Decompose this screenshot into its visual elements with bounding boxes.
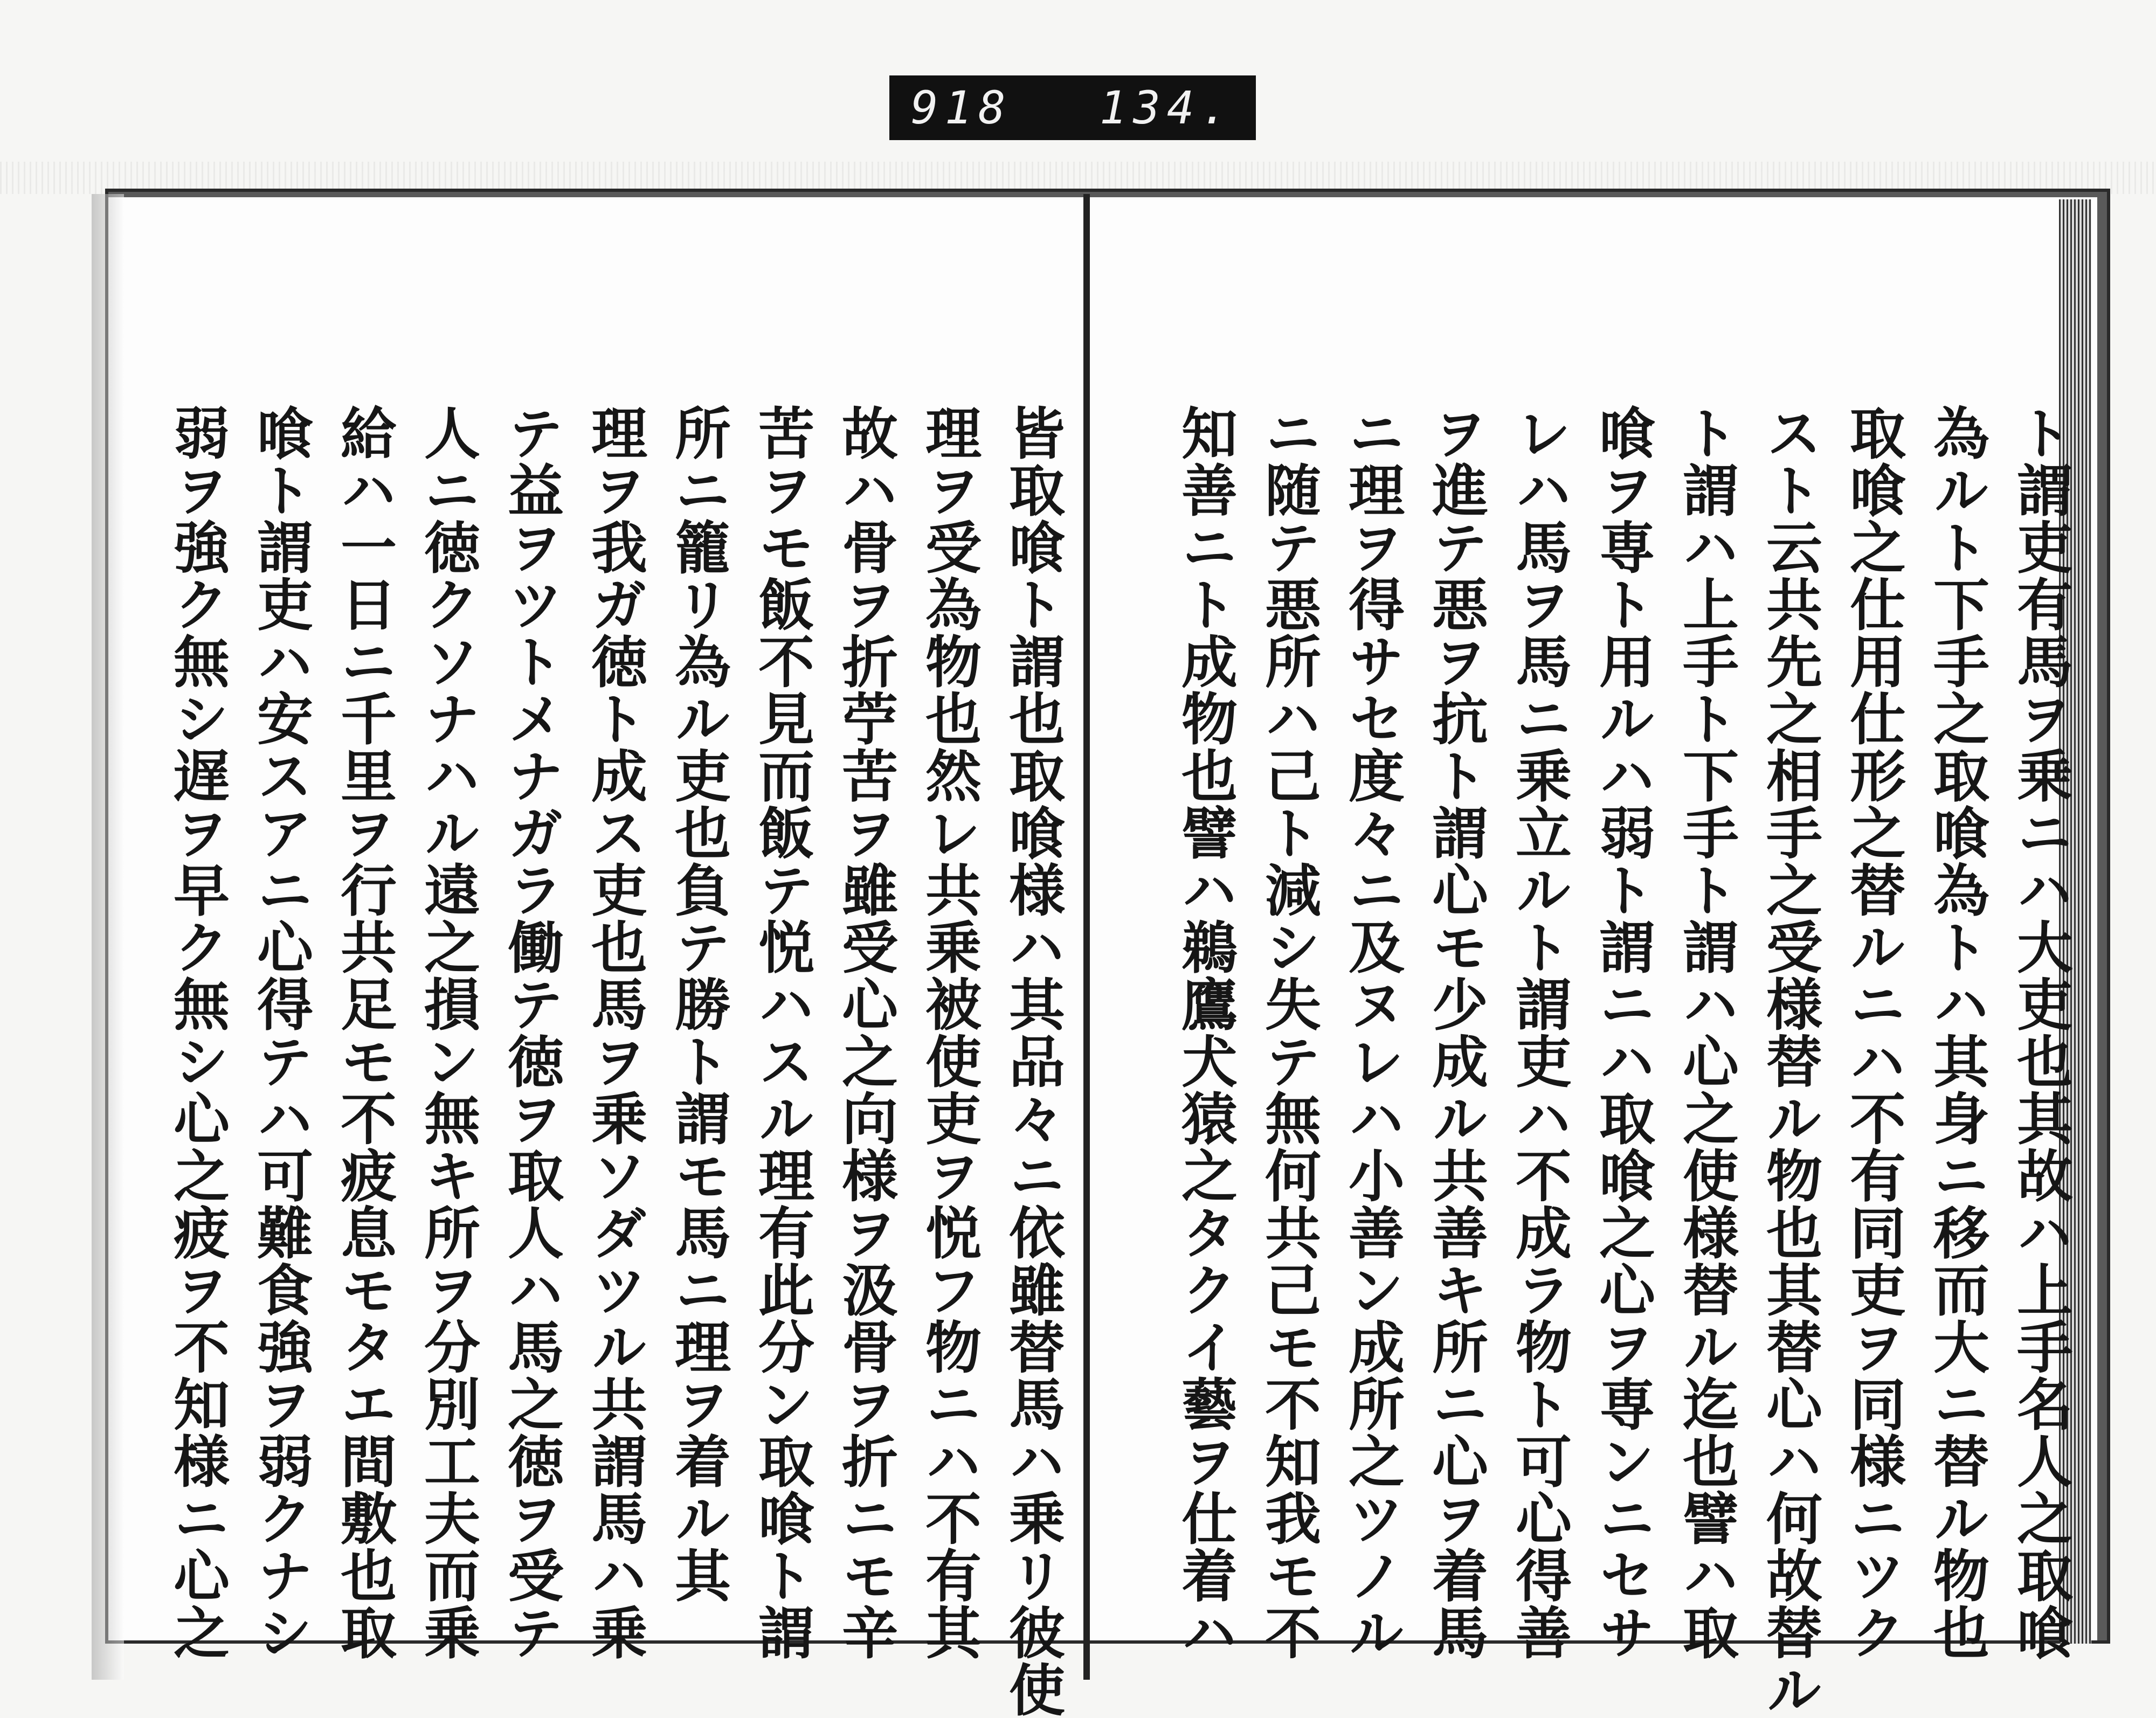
book-spine (1083, 194, 1090, 1680)
text-column: 人ニ徳クソナハル遠之損ン無キ所ヲ分別工夫而乗 (414, 404, 481, 1661)
text-column: 喰ヲ専ト用ルハ弱ト謂ニハ取喰之心ヲ専ンニセサ (1590, 404, 1656, 1661)
text-column: ト謂吏有馬ヲ乗ニハ大吏也其故ハ上手名人之取喰 (2007, 404, 2074, 1661)
text-column: ト謂ハ上手ト下手ト謂ハ心之使様替ル迄也譬ハ取 (1673, 404, 1739, 1661)
text-column: 為ルト下手之取喰為トハ其身ニ移而大ニ替ル物也 (1924, 404, 1990, 1661)
left-page (135, 404, 1066, 1718)
text-column: ニ随テ悪所ハ己ト減シ失テ無何共己モ不知我モ不 (1255, 404, 1322, 1661)
text-column: 所ニ籠リ為ル吏也負テ勝ト謂モ馬ニ理ヲ着ル其 (665, 404, 731, 1604)
text-column: 知善ニト成物也譬ハ鵜鷹犬猿之タクイ藝ヲ仕着ハ (1172, 404, 1238, 1661)
text-column: スト云共先之相手之受様替ル物也其替心ハ何故替ル (1757, 404, 1823, 1718)
text-column: 皆取喰ト謂也取喰様ハ其品々ニ依雖替馬ハ乗リ彼使 (999, 404, 1066, 1718)
reference-number-label (889, 75, 1256, 140)
text-column: 理ヲ我ガ徳ト成ス吏也馬ヲ乗ソダツル共謂馬ハ乗 (582, 404, 648, 1661)
text-column: 故ハ骨ヲ折苧苦ヲ雖受心之向様ヲ汲骨ヲ折ニモ辛 (832, 404, 899, 1661)
text-column: 弱ヲ強ク無シ遅ヲ早ク無シ心之疲ヲ不知様ニ心之 (164, 404, 230, 1661)
left-binding-shadow (92, 194, 124, 1680)
text-column: ヲ進テ悪ヲ抗ト謂心モ少成ル共善キ所ニ心ヲ着馬 (1422, 404, 1489, 1661)
text-column: 給ハ一日ニ千里ヲ行共足モ不疲息モタエ間敷也取 (331, 404, 397, 1661)
text-column: レハ馬ヲ馬ニ乗立ルト謂吏ハ不成ラ物ト可心得善 (1506, 404, 1572, 1661)
text-column: 理ヲ受為物也然レ共乗被使吏ヲ悦フ物ニハ不有其 (916, 404, 982, 1661)
reference-right-number: 134. (1099, 81, 1234, 134)
text-column: ニ理ヲ得サセ度々ニ及ヌレハ小善ン成所之ツノル (1339, 404, 1405, 1661)
right-page (1132, 404, 2074, 1718)
text-column: 苦ヲモ飯不見而飯テ悦ハスル理有此分ン取喰ト謂 (749, 404, 815, 1661)
text-column: 喰ト謂吏ハ安スアニ心得テハ可難食強ヲ弱クナシ (247, 404, 314, 1661)
text-column: テ益ヲツトメナガラ働テ徳ヲ取人ハ馬之徳ヲ受テ (498, 404, 564, 1661)
text-column: 取喰之仕用仕形之替ルニハ不有同吏ヲ同様ニツク (1840, 404, 1906, 1661)
reference-left-number: 918 (911, 81, 1012, 134)
